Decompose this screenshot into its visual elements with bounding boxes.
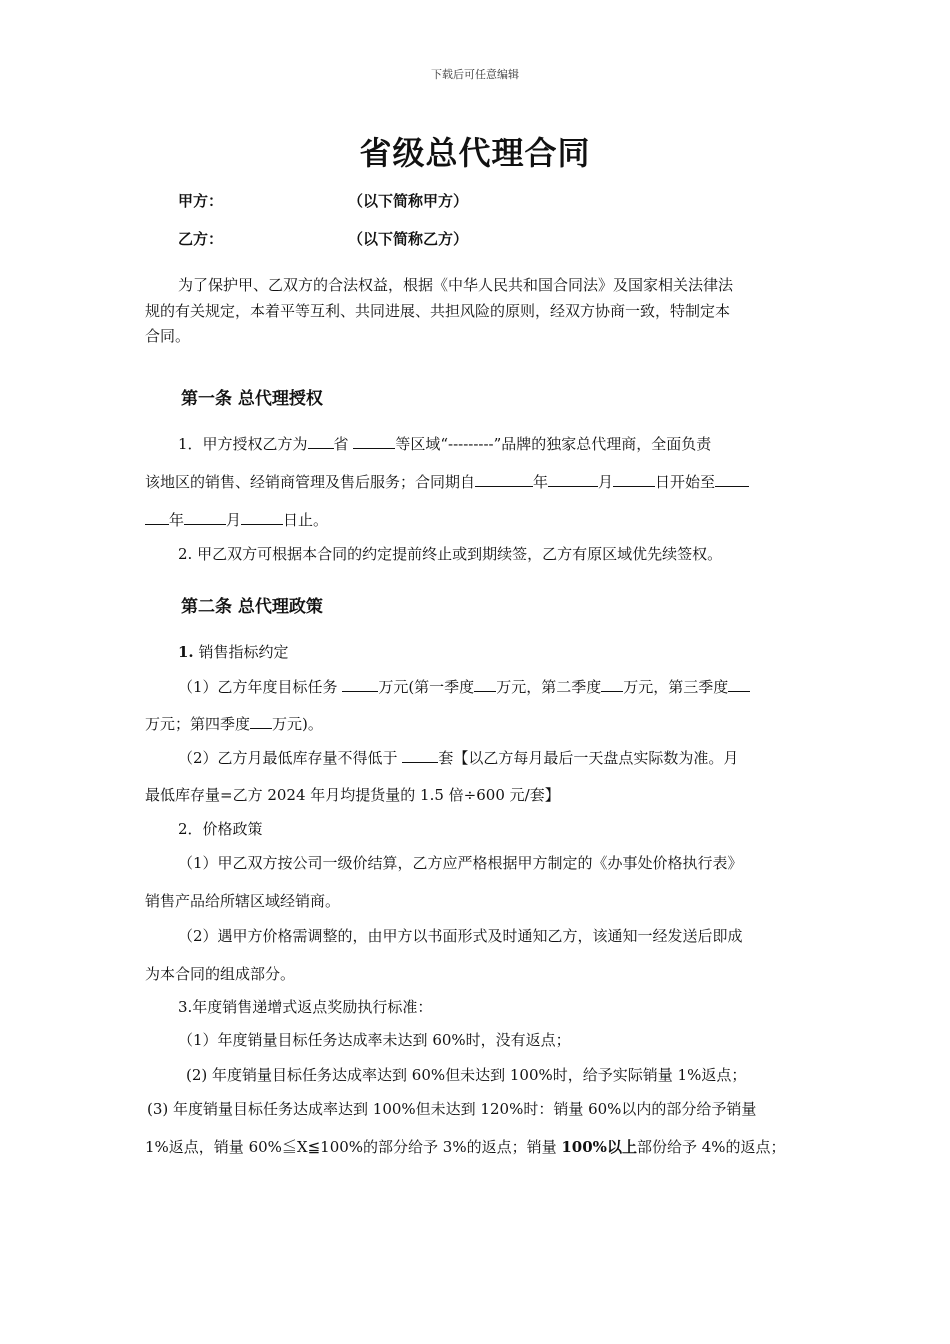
clause-text: 年: [533, 473, 549, 491]
section-1-item-2-line-2: 最低库存量=乙方 2024 年月均提货量的 1.5 倍÷600 元/套】: [145, 786, 560, 804]
party-b-label: 乙方：: [178, 230, 224, 248]
clause-text: 套【以乙方每月最后一天盘点实际数为准。月: [438, 749, 739, 767]
clause-text: 万元(第一季度: [378, 678, 475, 696]
section-2-item-1-line-1: （1）甲乙双方按公司一级价结算，乙方应严格根据甲方制定的《办事处价格执行表》: [178, 854, 743, 872]
preamble-line-2: 规的有关规定，本着平等互利、共同进展、共担风险的原则，经双方协商一致，特制定本: [145, 302, 731, 320]
blank-field: [728, 677, 750, 692]
blank-field: [715, 472, 739, 487]
clause-text: 等区域“---------”品牌的独家总代理商，全面负责: [395, 435, 712, 453]
section-2-item-2-line-1: （2）遇甲方价格需调整的，由甲方以书面形式及时通知乙方，该通知一经发送后即成: [178, 927, 743, 945]
blank-field: [145, 510, 169, 525]
article-1-heading: 第一条 总代理授权: [181, 389, 323, 409]
blank-field: [184, 510, 226, 525]
clause-text: 万元；第四季度: [145, 715, 251, 733]
blank-field: [241, 510, 283, 525]
page-header-note: 下载后可任意编辑: [431, 68, 519, 81]
preamble-line-1: 为了保护甲、乙双方的合法权益，根据《中华人民共和国合同法》及国家相关法律法: [178, 276, 734, 294]
clause-text: 年: [169, 511, 185, 529]
clause-text: 该地区的销售、经销商管理及售后服务；合同期自: [145, 473, 476, 491]
blank-field: [739, 472, 749, 487]
blank-field: [475, 472, 509, 487]
blank-field: [613, 472, 655, 487]
party-a-note: （以下简称甲方）: [348, 192, 469, 210]
blank-field: [601, 677, 623, 692]
clause-text: 1%返点，销量 60%≦X≦100%的部分给予 3%的返点；销量: [145, 1138, 562, 1156]
article-2-heading: 第二条 总代理政策: [181, 597, 323, 617]
section-3-item-3-line-1: (3) 年度销量目标任务达成率达到 100%但未达到 120%时：销量 60%以内的部分给予销量: [147, 1100, 757, 1118]
clause-text: 日开始至: [655, 473, 716, 491]
section-3-title: 3.年度销售递增式返点奖励执行标准：: [178, 998, 433, 1016]
clause-text: 部份给予 4%的返点；: [636, 1138, 786, 1156]
blank-field: [250, 714, 272, 729]
section-number: 1.: [178, 643, 194, 661]
document-title: 省级总代理合同: [359, 134, 591, 172]
blank-field: [308, 434, 334, 449]
section-2-item-2-line-2: 为本合同的组成部分。: [145, 965, 296, 983]
party-b-note: （以下简称乙方）: [348, 230, 469, 248]
clause-text: （1）乙方年度目标任务: [178, 678, 343, 696]
clause-text: 万元)。: [272, 715, 323, 733]
section-1-item-2-line-1: [178, 747, 818, 768]
clause-text: 1．甲方授权乙方为: [178, 435, 308, 453]
article-1-clause-1-line-3: [145, 509, 815, 530]
article-1-clause-1-line-2: [145, 471, 815, 492]
article-1-clause-2: 2. 甲乙双方可根据本合同的约定提前终止或到期续签，乙方有原区域优先续签权。: [178, 545, 723, 563]
section-title-text: 销售指标约定: [193, 643, 289, 661]
emphasis-text: 100%以上: [561, 1138, 637, 1156]
section-1-item-1-line-2: [145, 713, 815, 734]
preamble-line-3: 合同。: [145, 327, 191, 345]
section-2-item-1-line-2: 销售产品给所辖区域经销商。: [145, 892, 341, 910]
clause-text: 日止。: [283, 511, 329, 529]
section-3-item-3-line-2: [145, 1136, 815, 1157]
article-1-clause-1-line-1: [178, 433, 818, 454]
blank-field: [548, 472, 568, 487]
party-a-label: 甲方：: [178, 192, 224, 210]
blank-field: [402, 748, 438, 763]
clause-text: 省: [333, 435, 349, 453]
section-3-item-2: (2) 年度销量目标任务达成率达到 60%但未达到 100%时，给予实际销量 1%返点；: [186, 1066, 747, 1084]
blank-field: [474, 677, 496, 692]
blank-field: [353, 434, 395, 449]
section-2-title: 2．价格政策: [178, 820, 263, 838]
clause-text: 月: [598, 473, 614, 491]
blank-field: [568, 472, 576, 487]
section-3-item-1: （1）年度销量目标任务达成率未达到 60%时，没有返点；: [178, 1031, 571, 1049]
blank-field: [509, 472, 533, 487]
clause-text: 月: [226, 511, 242, 529]
section-1-title: [178, 641, 818, 662]
blank-field: [576, 472, 598, 487]
clause-text: 万元，第二季度: [496, 678, 602, 696]
section-1-item-1-line-1: [178, 676, 818, 697]
clause-text: （2）乙方月最低库存量不得低于: [178, 749, 403, 767]
blank-field: [342, 677, 378, 692]
clause-text: 万元，第三季度: [623, 678, 729, 696]
